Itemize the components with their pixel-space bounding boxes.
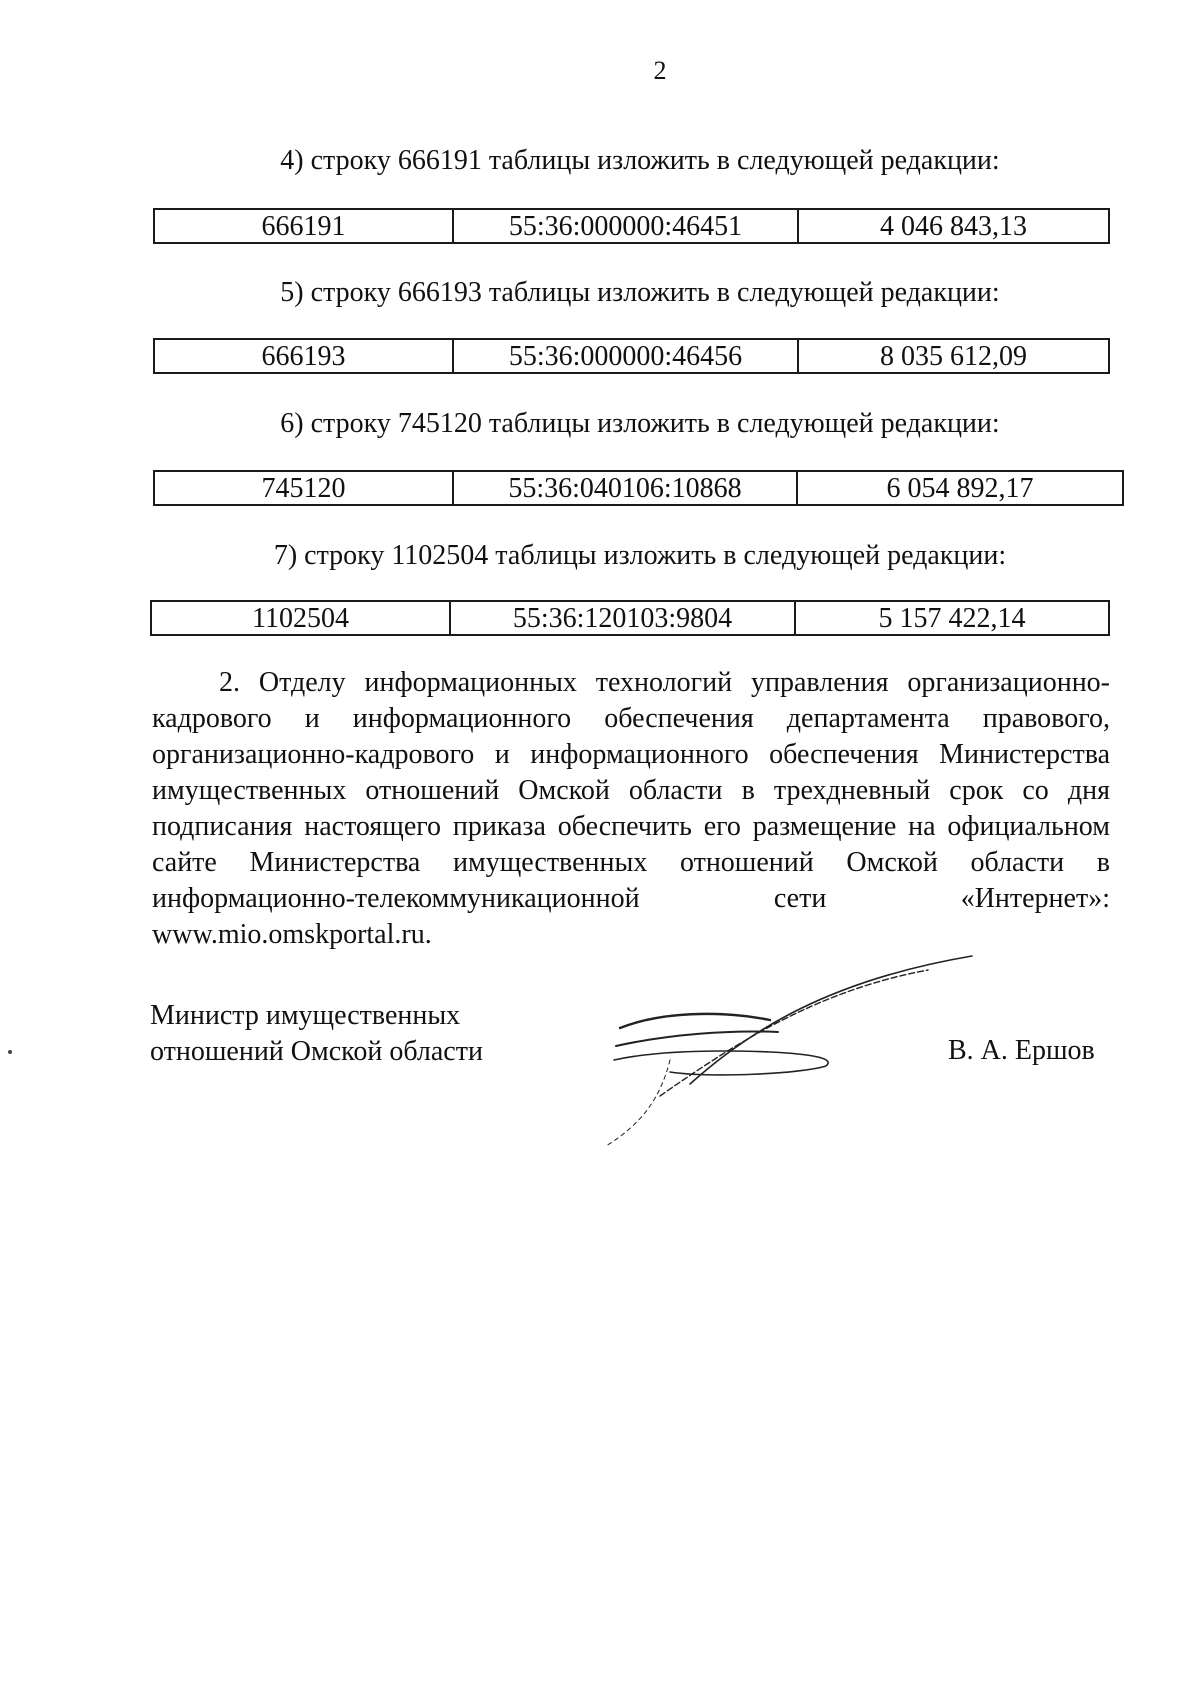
table-cell-row-number: 666193 — [154, 339, 453, 373]
table-cell-row-number: 666191 — [154, 209, 453, 243]
scan-speck — [8, 1050, 12, 1054]
amendment-table-6 — [153, 470, 1124, 506]
amendment-intro-7: 7) строку 1102504 таблицы изложить в следующей редакции: — [273, 540, 1007, 571]
table-cell-cadastral-number: 55:36:000000:46456 — [453, 339, 798, 373]
table-row — [151, 601, 1109, 635]
amendment-table-7 — [150, 600, 1110, 636]
table-row — [154, 209, 1109, 243]
table-cell-value: 6 054 892,17 — [797, 471, 1123, 505]
amendment-intro-5: 5) строку 666193 таблицы изложить в следующей редакции: — [280, 277, 1000, 308]
amendment-table-4 — [153, 208, 1110, 244]
table-cell-cadastral-number: 55:36:040106:10868 — [453, 471, 797, 505]
amendment-intro-6: 6) строку 745120 таблицы изложить в следующей редакции: — [280, 408, 1000, 439]
table-cell-row-number: 1102504 — [151, 601, 450, 635]
table-row — [154, 339, 1109, 373]
table-cell-value: 4 046 843,13 — [798, 209, 1109, 243]
page-number: 2 — [653, 56, 667, 85]
signer-title-line-2: отношений Омской области — [150, 1036, 483, 1067]
table-row — [154, 471, 1123, 505]
paragraph-2-text: 2. Отделу информационных технологий управления организационно-кадрового и информационного обеспечения департамента правового, организационно-кадрового и информационного обеспечения Министерства имущественных отношений Омской области в трехдневный срок со дня подписания настоящего приказа обеспечить его размещение на официальном сайте Министерства имущественных отношений Омской области в информационно-телекоммуникационной сети «Интернет»: www.mio.omskportal.ru. — [152, 667, 1110, 950]
table-cell-value: 8 035 612,09 — [798, 339, 1109, 373]
amendment-table-5 — [153, 338, 1110, 374]
table-cell-value: 5 157 422,14 — [795, 601, 1109, 635]
signer-name: В. А. Ершов — [948, 1035, 1095, 1066]
paragraph-2 — [152, 665, 1110, 953]
handwritten-signature — [600, 950, 980, 1150]
signer-title — [150, 998, 483, 1070]
amendment-intro-4: 4) строку 666191 таблицы изложить в следующей редакции: — [280, 145, 1000, 176]
signer-title-line-1: Министр имущественных — [150, 1000, 461, 1031]
table-cell-cadastral-number: 55:36:000000:46451 — [453, 209, 798, 243]
table-cell-cadastral-number: 55:36:120103:9804 — [450, 601, 795, 635]
table-cell-row-number: 745120 — [154, 471, 453, 505]
